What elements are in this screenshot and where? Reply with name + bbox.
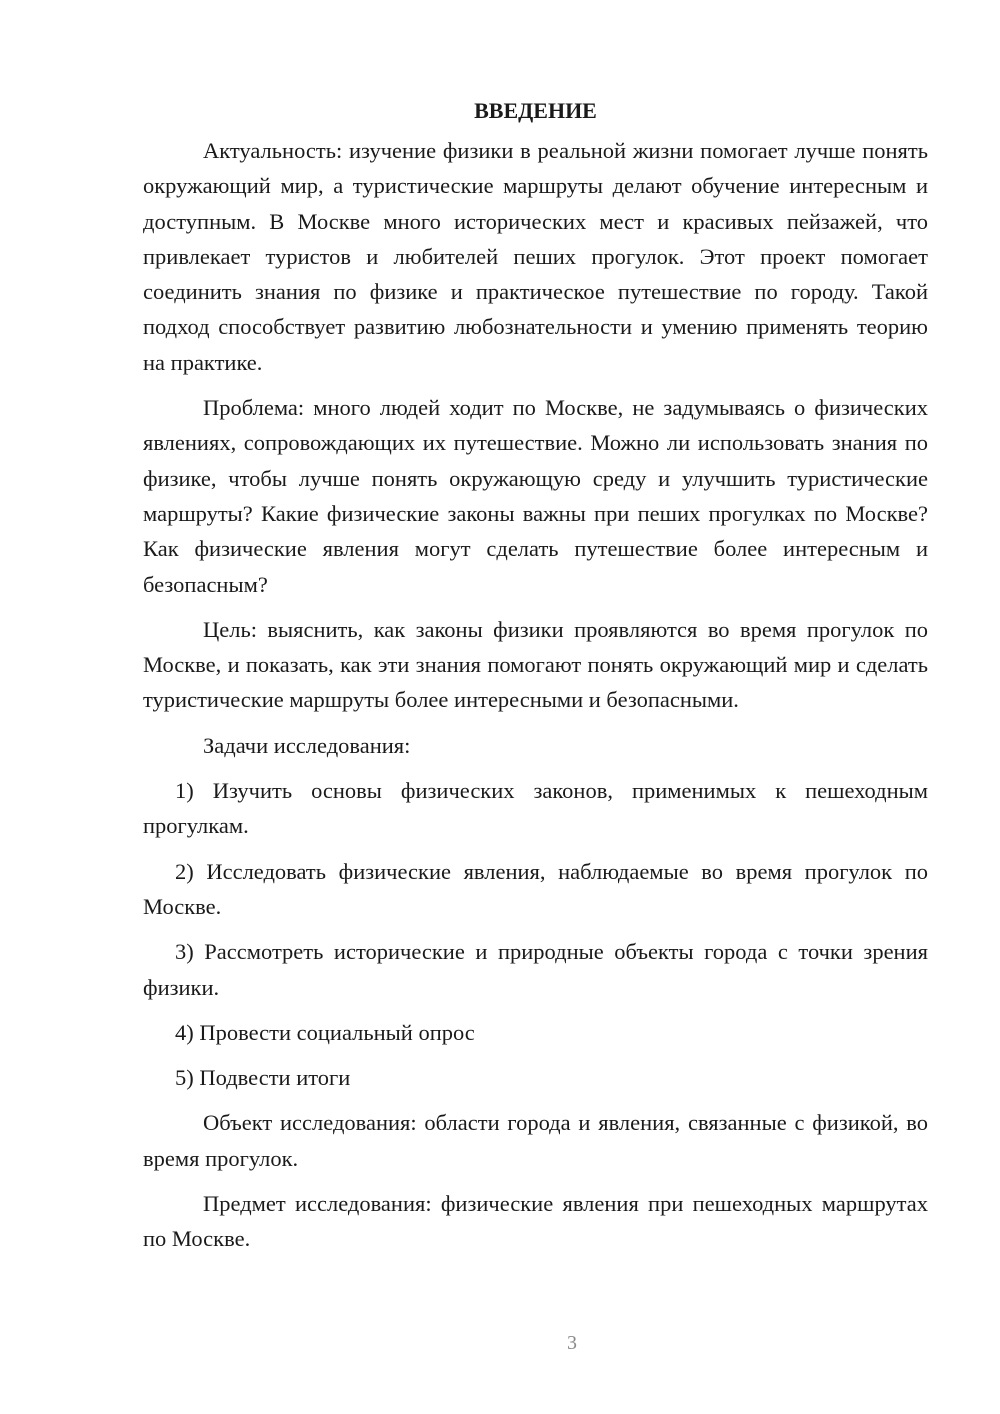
- task-item-1: 1) Изучить основы физических законов, применимых к пешеходным прогулкам.: [143, 778, 928, 839]
- task-item-5: 5) Подвести итоги: [175, 1065, 351, 1091]
- tasks-heading: Задачи исследования:: [203, 732, 411, 758]
- subject-paragraph: Предмет исследования: физические явления при пешеходных маршрутах по Москве.: [143, 1191, 928, 1252]
- task-item-4: 4) Провести социальный опрос: [175, 1019, 475, 1045]
- goal-paragraph: Цель: выяснить, как законы физики проявляются во время прогулок по Москве, и показать, как эти знания помогают понять окружающий мир и сделать туристические маршруты более интересными и безопасными.: [143, 616, 928, 713]
- object-paragraph: Объект исследования: области города и явления, связанные с физикой, во время прогулок.: [143, 1110, 928, 1171]
- relevance-paragraph: Актуальность: изучение физики в реальной жизни помогает лучше понять окружающий мир, а туристические маршруты делают обучение интересным и доступным. В Москве много исторических мест и красивых пейзажей, что привлекает туристов и любителей пеших прогулок. Этот проект помогает соединить знания по физике и практическое путешествие по городу. Такой подход способствует развитию любознательности и умению применять теорию на практике.: [143, 138, 928, 375]
- page-number: 3: [567, 1332, 577, 1354]
- task-item-3: 3) Рассмотреть исторические и природные объекты города с точки зрения физики.: [143, 939, 928, 1000]
- problem-paragraph: Проблема: много людей ходит по Москве, не задумываясь о физических явлениях, сопровождающих их путешествие. Можно ли использовать знания по физике, чтобы лучше понять окружающую среду и улучшить туристические маршруты? Какие физические законы важны при пеших прогулках по Москве? Как физические явления могут сделать путешествие более интересным и безопасным?: [143, 395, 928, 597]
- page-title: ВВЕДЕНИЕ: [474, 98, 597, 123]
- document-page: [143, 97, 928, 1257]
- task-item-2: 2) Исследовать физические явления, наблюдаемые во время прогулок по Москве.: [143, 858, 928, 919]
